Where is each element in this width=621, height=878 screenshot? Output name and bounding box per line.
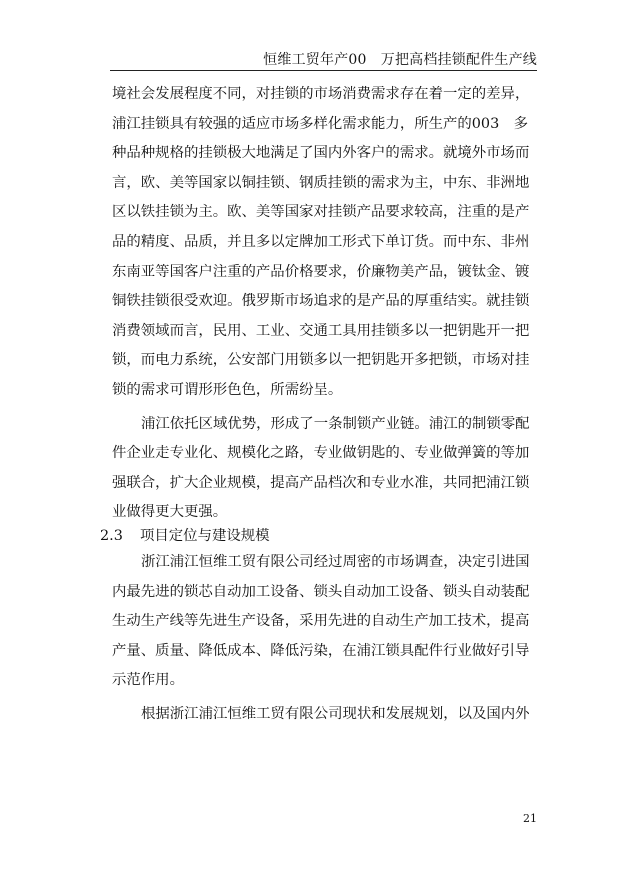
section-heading (100, 522, 270, 550)
paragraph-market-demand: 境社会发展程度不同，对挂锁的市场消费需求存在着一定的差异，浦江挂锁具有较强的适应市场多样化需求能力，所生产的003 多种品种规格的挂锁极大地满足了国内外客户的需求。就境外市场而言，欧、美等国家以铜挂锁、钢质挂锁的需求为主，中东、非洲地区以铁挂锁为主。欧、美等国家对挂锁产品要求较高，注重的是产品的精度、品质，并且多以定牌加工形式下单订货。而中东、非州东南亚等国客户注重的产品价格要求，价廉物美产品，镀钛金、镀铜铁挂锁很受欢迎。俄罗斯市场追求的是产品的厚重结实。就挂锁消费领域而言，民用、工业、交通工具用挂锁多以一把钥匙开一把锁，而电力系统，公安部门用锁多以一把钥匙开多把锁，市场对挂锁的需求可谓形形色色，所需纷呈。 (112, 86, 530, 398)
paragraph-project-positioning: 浙江浦江恒维工贸有限公司经过周密的市场调查，决定引进国内最先进的锁芯自动加工设备、锁头自动加工设备、锁头自动装配生动生产线等先进生产设备，采用先进的自动生产加工技术，提高产量、质量、降低成本、降低污染，在浦江锁具配件行业做好引导示范作用。 (112, 554, 530, 689)
paragraph-regional-advantage: 浦江依托区域优势，形成了一条制锁产业链。浦江的制锁零配件企业走专业化、规模化之路，专业做钥匙的、专业做弹簧的等加强联合，扩大企业规模，提高产品档次和专业水准，共同把浦江锁业做得更大更强。 (112, 415, 530, 521)
section-number: 2.3 (100, 528, 123, 544)
body-text-bottom (112, 548, 538, 730)
paragraph-development-plan: 根据浙江浦江恒维工贸有限公司现状和发展规划，以及国内外 (141, 705, 530, 722)
running-header: 恒维工贸年产00 万把高档挂锁配件生产线 (263, 52, 537, 68)
page-number: 21 (523, 812, 537, 825)
section-title: 项目定位与建设规模 (140, 528, 270, 544)
header-rule (110, 70, 537, 71)
body-text-top (112, 80, 538, 528)
